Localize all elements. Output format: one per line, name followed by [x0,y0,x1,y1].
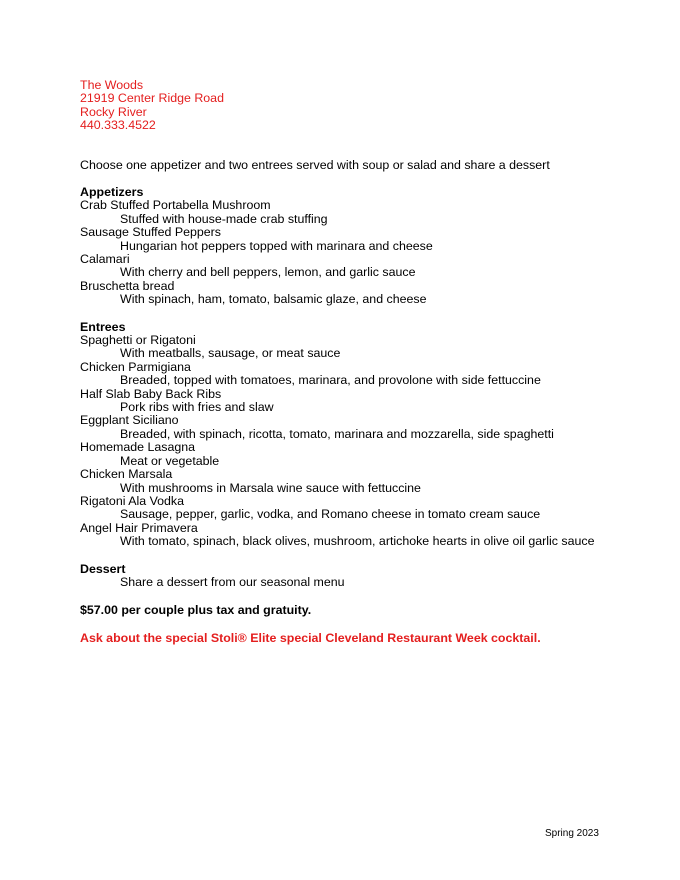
menu-item-desc: Hungarian hot peppers topped with marinara and cheese [120,238,433,253]
price-note: $57.00 per couple plus tax and gratuity. [80,603,312,618]
menu-item-name: Chicken Parmigiana [80,359,191,374]
restaurant-street: 21919 Center Ridge Road [80,91,224,106]
menu-item-desc: Breaded, topped with tomatoes, marinara, and provolone with side fettuccine [120,373,541,388]
dessert-heading: Dessert [80,561,126,576]
menu-intro: Choose one appetizer and two entrees served with soup or salad and share a dessert [80,157,550,172]
menu-item-name: Homemade Lasagna [80,440,196,455]
restaurant-name: The Woods [80,78,144,92]
appetizers-list [80,199,660,306]
dessert-desc: Share a dessert from our seasonal menu [120,574,345,589]
menu-item-desc: Stuffed with house-made crab stuffing [120,211,328,226]
menu-item-desc: With mushrooms in Marsala wine sauce with fettuccine [120,480,421,495]
entrees-section [80,321,660,549]
appetizers-section [80,186,660,307]
entrees-heading: Entrees [80,319,126,334]
restaurant-city: Rocky River [80,104,147,119]
appetizers-heading: Appetizers [80,184,144,199]
footer-season: Spring 2023 [545,828,599,839]
restaurant-phone: 440.333.4522 [80,118,156,133]
menu-item-name: Calamari [80,252,130,266]
menu-item-name: Bruschetta bread [80,278,175,293]
menu-item-desc: Sausage, pepper, garlic, vodka, and Romano cheese in tomato cream sauce [120,507,541,522]
menu-item-name: Half Slab Baby Back Ribs [80,386,222,401]
promo-note: Ask about the special Stoli® Elite special Cleveland Restaurant Week cocktail. [80,630,541,645]
menu-item-desc: With spinach, ham, tomato, balsamic glaze, and cheese [120,292,427,307]
entrees-list [80,334,660,549]
menu-item-name: Rigatoni Ala Vodka [80,493,185,508]
restaurant-address [80,79,660,133]
menu-item-name: Chicken Marsala [80,467,173,482]
menu-item-desc: With cherry and bell peppers, lemon, and garlic sauce [120,265,416,280]
menu-item-name: Spaghetti or Rigatoni [80,333,196,348]
menu-page [80,79,660,645]
menu-item-name: Crab Stuffed Portabella Mushroom [80,198,271,213]
menu-item-name: Eggplant Siciliano [80,413,179,428]
dessert-section [80,563,660,590]
menu-item-desc: With meatballs, sausage, or meat sauce [120,346,341,361]
menu-item-desc: Breaded, with spinach, ricotta, tomato, marinara and mozzarella, side spaghetti [120,426,554,441]
menu-item-desc: Meat or vegetable [120,453,220,468]
menu-item-desc: With tomato, spinach, black olives, mushroom, artichoke hearts in olive oil garlic sauce [120,534,595,549]
menu-item-name: Sausage Stuffed Peppers [80,225,221,240]
menu-item-desc: Pork ribs with fries and slaw [120,400,274,415]
menu-item-name: Angel Hair Primavera [80,520,198,535]
